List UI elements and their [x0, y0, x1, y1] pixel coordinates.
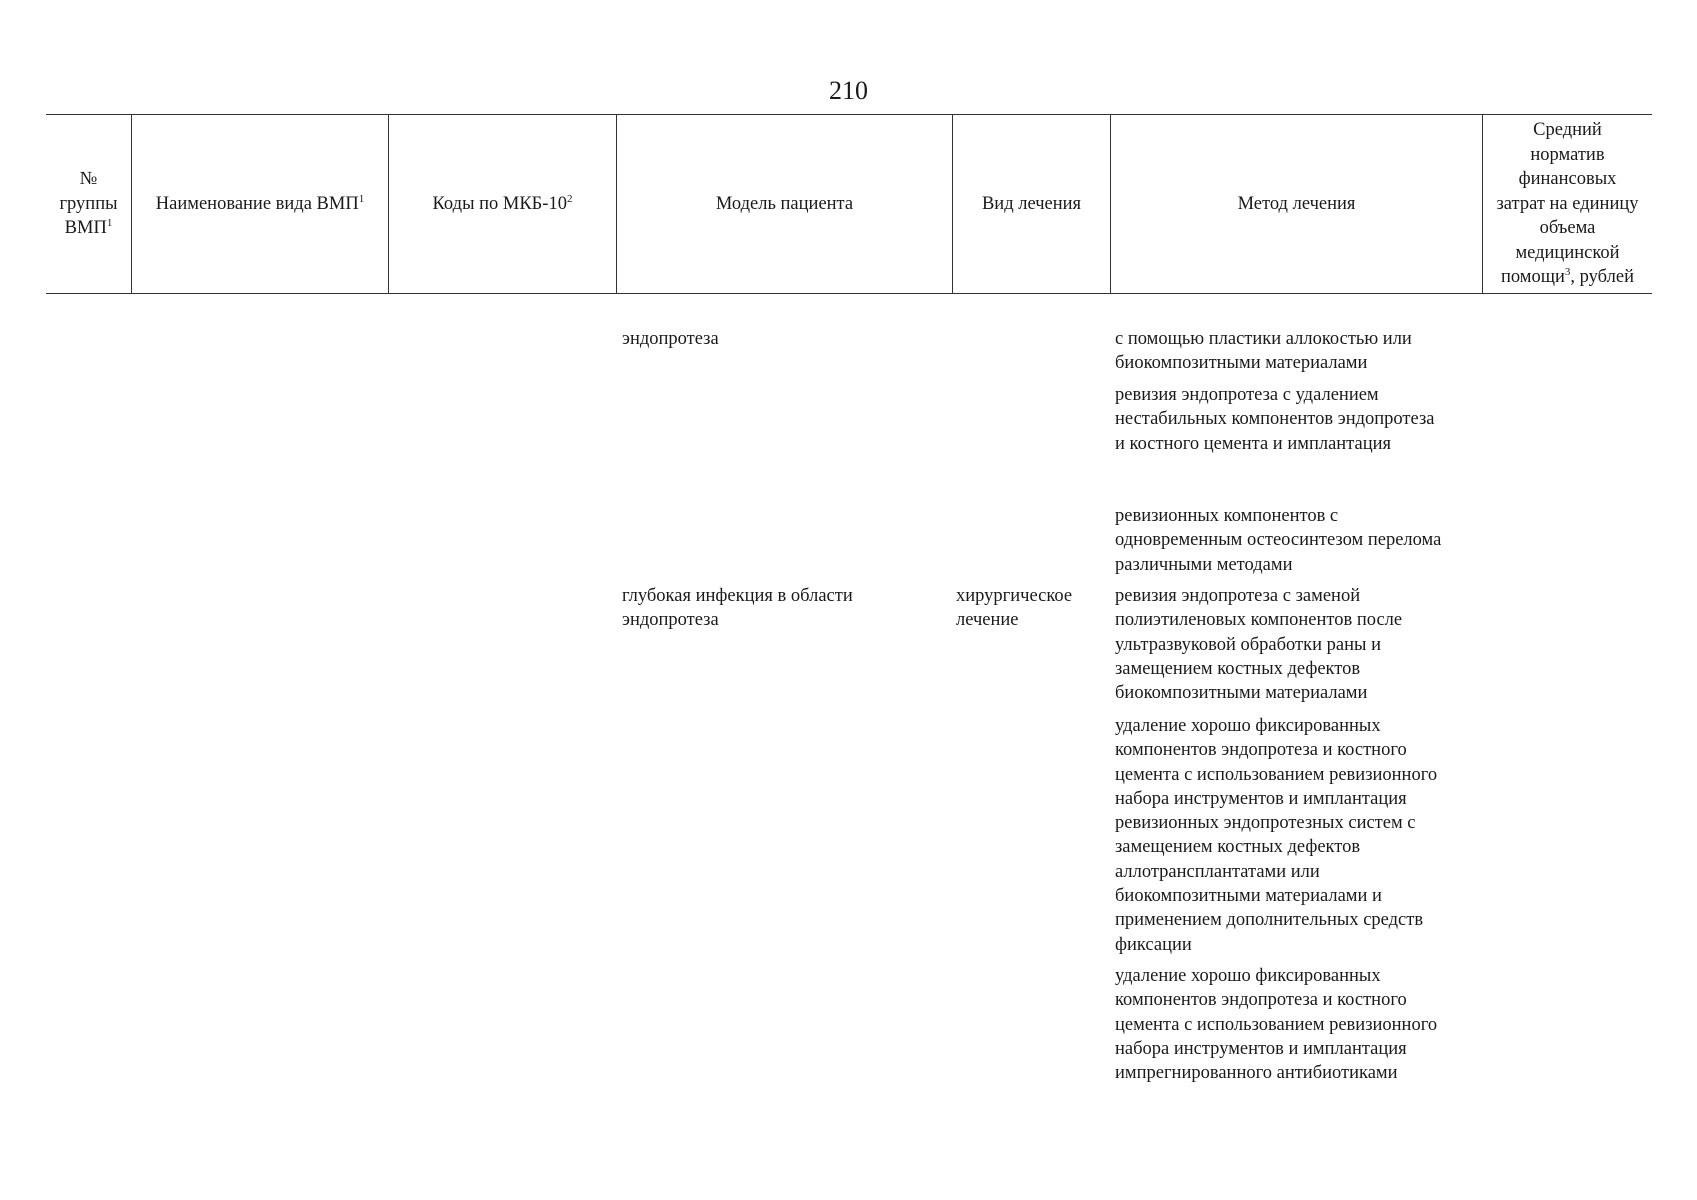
header-cost-norm-label: Средний норматив финансовых затрат на единицу объема медицинской помощи	[1496, 120, 1639, 288]
treatment-method-text: удаление хорошо фиксированных компонентов эндопротеза и костного цемента с использованием ревизионного набора инструментов и имплантация импрегнированного антибиотиками	[1115, 966, 1438, 1084]
header-treatment-type	[952, 115, 1110, 293]
patient-model-text: глубокая инфекция в области эндопротеза	[622, 586, 853, 631]
header-vmp-name	[131, 115, 388, 293]
footnote-ref: 2	[566, 192, 573, 205]
treatment-method-text: с помощью пластики аллокостью или биокомпозитными материалами	[1115, 329, 1412, 374]
header-cost-norm-unit: , рублей	[1570, 267, 1634, 288]
header-icd-codes-label: Коды по МКБ-10	[432, 193, 567, 214]
header-patient-model	[616, 115, 952, 293]
header-vmp-name-label: Наименование вида ВМП	[155, 193, 359, 214]
header-cost-norm	[1482, 115, 1652, 293]
treatment-method-text: ревизионных компонентов с одновременным остеосинтезом перелома различными методами	[1115, 506, 1442, 575]
treatment-method-text: ревизия эндопротеза с удалением нестабильных компонентов эндопротеза и костного цемента и имплантация	[1115, 385, 1435, 454]
footnote-ref: 1	[106, 217, 113, 230]
treatment-method-text: удаление хорошо фиксированных компонентов эндопротеза и костного цемента с использованием ревизионного набора инструментов и имплантация ревизионных эндопротезных систем с замещением костных дефектов аллотрансплантатами или биокомпозитными материалами и применением дополнительных средств фиксации	[1115, 716, 1438, 955]
patient-model-text: эндопротеза	[622, 329, 719, 349]
treatment-method-text: ревизия эндопротеза с заменой полиэтиленовых компонентов после ультразвуковой обработки раны и замещением костных дефектов биокомпозитными материалами	[1115, 586, 1403, 704]
header-icd-codes	[388, 115, 616, 293]
treatment-type-text: хирургическое лечение	[956, 586, 1073, 631]
page-number: 210	[829, 76, 868, 105]
header-treatment-method	[1110, 115, 1482, 293]
header-group-number-label: № группы ВМП	[59, 169, 118, 239]
header-treatment-method-label: Метод лечения	[1237, 193, 1356, 214]
header-treatment-type-label: Вид лечения	[981, 193, 1082, 214]
footnote-ref: 3	[1564, 266, 1571, 279]
header-patient-model-label: Модель пациента	[715, 193, 854, 214]
table-header	[46, 114, 1652, 294]
header-group-number	[46, 115, 131, 293]
footnote-ref: 1	[358, 192, 365, 205]
